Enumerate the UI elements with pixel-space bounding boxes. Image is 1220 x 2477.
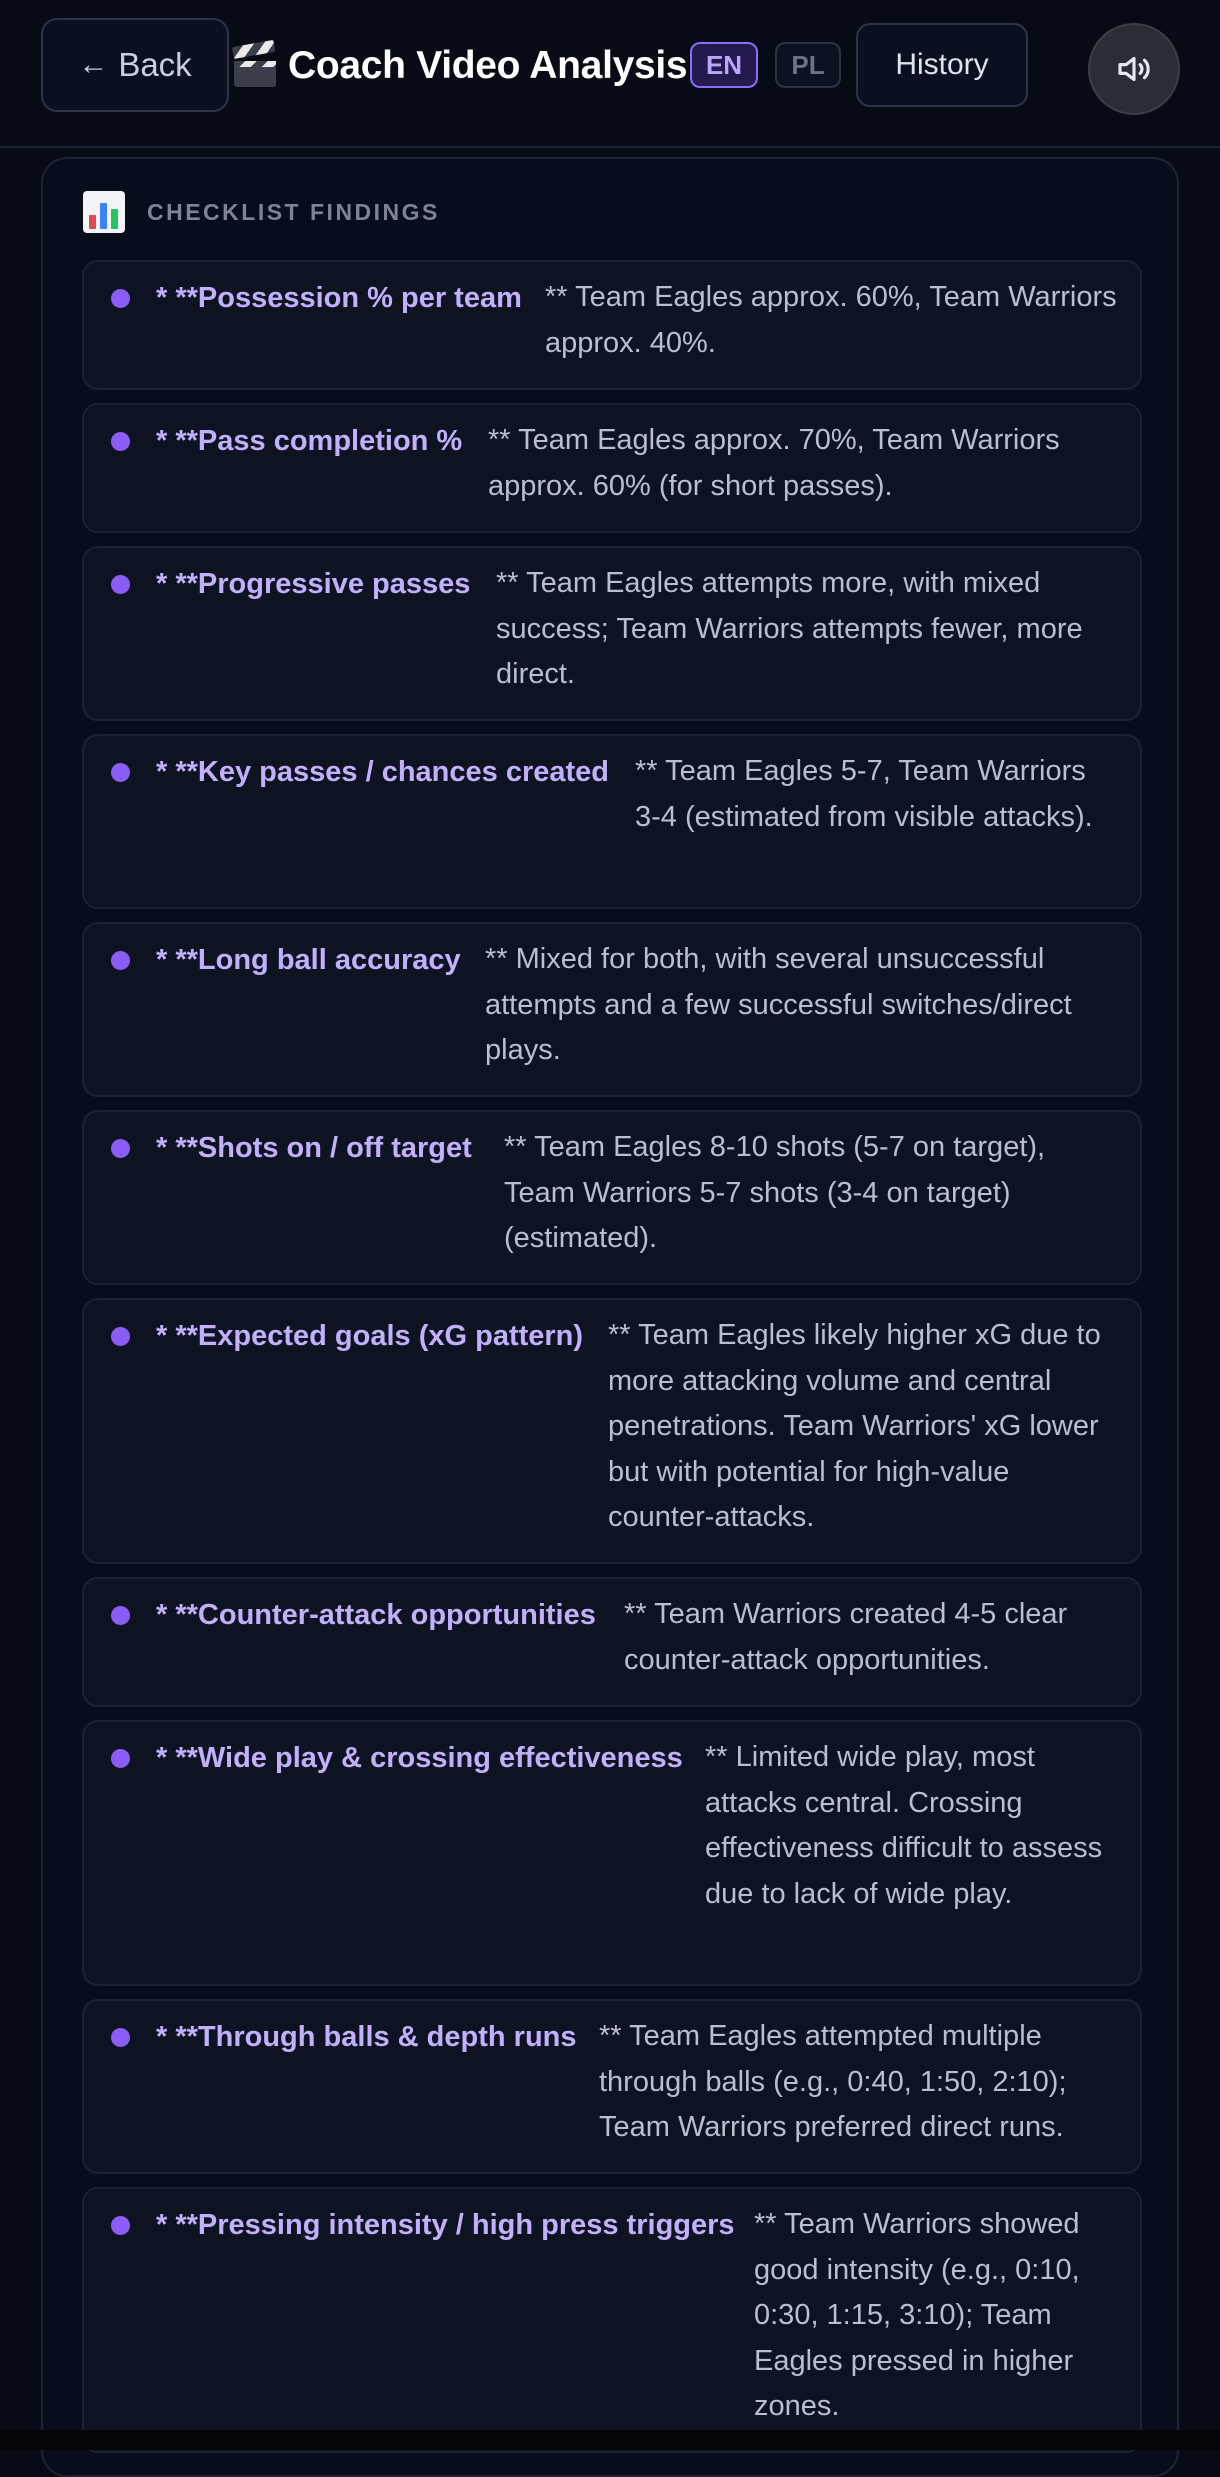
finding-label: * **Wide play & crossing effectiveness [156, 1742, 683, 1774]
finding-value: ** Team Eagles approx. 60%, Team Warriors approx. 40%. [545, 281, 1117, 359]
finding-label: * **Long ball accuracy [156, 944, 461, 976]
page-title-wrap [232, 38, 687, 94]
language-pl-toggle[interactable]: PL [775, 42, 841, 88]
sound-button[interactable] [1088, 23, 1180, 115]
finding-value: ** Team Eagles 5-7, Team Warriors 3-4 (estimated from visible attacks). [635, 755, 1093, 833]
list-item [82, 1298, 1142, 1564]
bullet-icon [111, 1327, 130, 1346]
checklist-findings-panel [41, 157, 1179, 2477]
list-item [82, 546, 1142, 721]
finding-label: * **Possession % per team [156, 282, 522, 314]
bullet-icon [111, 1139, 130, 1158]
back-button[interactable] [41, 18, 229, 112]
finding-label: * **Pressing intensity / high press triggers [156, 2209, 735, 2241]
finding-value: ** Team Eagles attempts more, with mixed success; Team Warriors attempts fewer, more direct. [496, 567, 1083, 690]
finding-label: * **Key passes / chances created [156, 756, 609, 788]
finding-value: ** Limited wide play, most attacks central. Crossing effectiveness difficult to assess due to lack of wide play. [705, 1741, 1103, 1910]
bullet-icon [111, 2028, 130, 2047]
bottom-edge [0, 2430, 1220, 2450]
finding-value: ** Team Eagles 8-10 shots (5-7 on target), Team Warriors 5-7 shots (3-4 on target) (estimated). [504, 1131, 1046, 1254]
finding-label: * **Pass completion % [156, 425, 463, 457]
list-item [82, 260, 1142, 390]
list-item [82, 922, 1142, 1097]
list-item [82, 734, 1142, 909]
clapper-board-icon [232, 43, 278, 89]
panel-title: CHECKLIST FINDINGS [147, 198, 440, 225]
finding-label: * **Through balls & depth runs [156, 2021, 577, 2053]
speaker-icon [1113, 48, 1155, 90]
page-title: Coach Video Analysis [288, 44, 688, 87]
finding-value: ** Team Eagles likely higher xG due to more attacking volume and central penetrations. Team Warriors' xG lower but with potential for high-value counter-attacks. [608, 1319, 1101, 1533]
history-button[interactable]: History [856, 23, 1028, 107]
list-item [82, 1577, 1142, 1707]
list-item [82, 403, 1142, 533]
bullet-icon [111, 2216, 130, 2235]
bullet-icon [111, 432, 130, 451]
back-arrow-icon: ← [78, 48, 109, 81]
finding-value: ** Team Eagles attempted multiple through balls (e.g., 0:40, 1:50, 2:10); Team Warriors preferred direct runs. [599, 2020, 1067, 2143]
bullet-icon [111, 951, 130, 970]
bullet-icon [111, 1606, 130, 1625]
app-header [0, 0, 1220, 148]
finding-value: ** Mixed for both, with several unsuccessful attempts and a few successful switches/direct plays. [485, 943, 1072, 1066]
finding-label: * **Expected goals (xG pattern) [156, 1320, 584, 1352]
list-item [82, 1999, 1142, 2174]
list-item [82, 1720, 1142, 1986]
finding-value: ** Team Warriors showed good intensity (e.g., 0:10, 0:30, 1:15, 3:10); Team Eagles pressed in higher zones. [754, 2208, 1080, 2422]
bar-chart-icon [83, 191, 125, 233]
language-en-toggle[interactable]: EN [690, 42, 758, 88]
bullet-icon [111, 763, 130, 782]
finding-label: * **Shots on / off target [156, 1132, 472, 1164]
back-button-label: Back [118, 46, 192, 83]
finding-value: ** Team Warriors created 4-5 clear counter-attack opportunities. [624, 1598, 1068, 1676]
bullet-icon [111, 289, 130, 308]
finding-value: ** Team Eagles approx. 70%, Team Warriors approx. 60% (for short passes). [488, 424, 1060, 502]
panel-header [83, 191, 440, 233]
finding-label: * **Progressive passes [156, 568, 471, 600]
list-item [82, 2187, 1142, 2453]
bullet-icon [111, 575, 130, 594]
finding-label: * **Counter-attack opportunities [156, 1599, 596, 1631]
list-item [82, 1110, 1142, 1285]
bullet-icon [111, 1749, 130, 1768]
